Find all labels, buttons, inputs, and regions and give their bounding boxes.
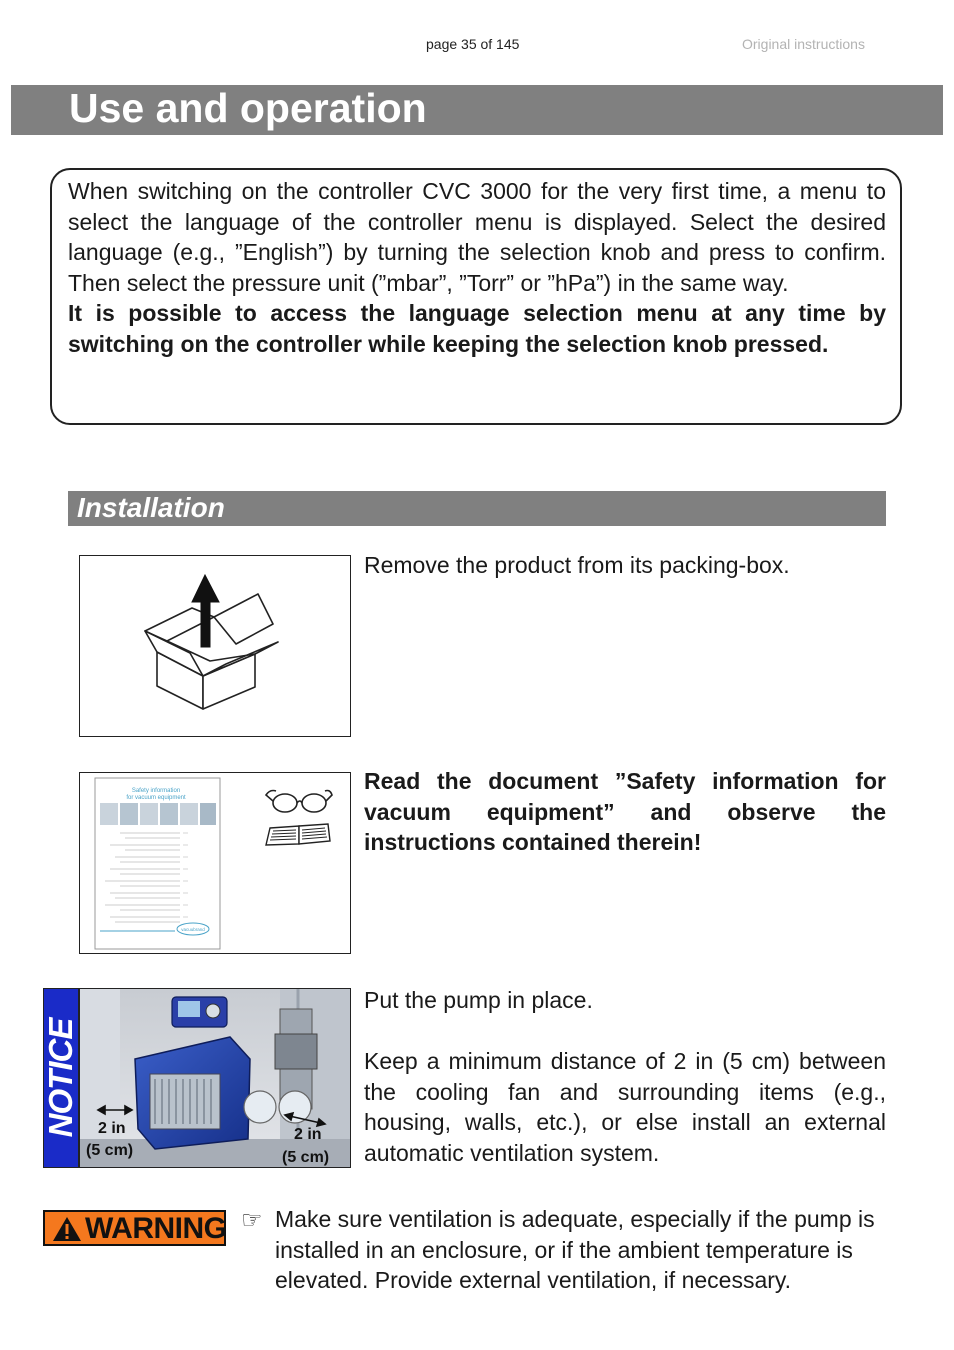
ventilation-warning-text: Make sure ventilation is adequate, especially if the pump is installed in an enclosure, or if the ambient temperature is elevated. Provide external ventilation, if necessary. <box>275 1206 875 1294</box>
doc-brand: vacuubrand <box>181 927 205 932</box>
safety-document-figure <box>79 772 351 954</box>
unpack-instruction: Remove the product from its packing-box. <box>364 552 790 578</box>
warning-label <box>43 1210 226 1246</box>
right-clearance-label-1: 2 in <box>294 1126 322 1143</box>
intro-paragraph: When switching on the controller CVC 3000 for the very first time, a menu to select the language of the controller menu is displayed. Select the desired language (e.g., ”English”) by turning the selection knob and press to confirm. Then select the pressure unit (”mbar”, ”Torr” or ”hPa”) in the same way. <box>68 178 886 296</box>
warning-triangle-icon <box>51 1215 83 1243</box>
document-type-label: Original instructions <box>742 36 865 52</box>
doc-cover-title-2: for vacuum equipment <box>126 795 186 801</box>
open-book-icon <box>266 824 330 845</box>
page-number: page 35 of 145 <box>426 36 520 52</box>
pump-placement-figure <box>79 988 351 1168</box>
notice-label <box>43 988 79 1168</box>
pointing-hand-icon: ☞ <box>241 1207 263 1234</box>
box-with-arrow-illustration <box>80 556 350 736</box>
unpack-figure <box>79 555 351 737</box>
chapter-title: Use and operation <box>69 85 427 131</box>
doc-cover-title-1: Safety information <box>131 788 181 794</box>
intro-text <box>68 176 886 360</box>
glasses-icon <box>266 791 332 813</box>
chapter-title-bar <box>11 85 943 135</box>
pump-photo-illustration <box>80 989 350 1167</box>
section-title: Installation <box>77 492 225 523</box>
read-document-instruction: Read the document ”Safety information for vacuum equipment” and observe the instructions contained therein! <box>364 768 886 856</box>
notice-label-text: NOTICE <box>42 1018 79 1138</box>
safety-document-illustration <box>80 773 350 953</box>
spacer <box>364 1016 886 1047</box>
minimum-distance-instruction: Keep a minimum distance of 2 in (5 cm) between the cooling fan and surrounding items (e.g., housing, walls, etc.), or else install an external automatic ventilation system. <box>364 1048 886 1166</box>
intro-info-box <box>50 168 902 425</box>
warning-label-text: WARNING <box>85 1212 227 1245</box>
right-clearance-label-2: (5 cm) <box>282 1149 330 1166</box>
left-clearance-label-2: (5 cm) <box>86 1142 134 1159</box>
place-pump-instruction: Put the pump in place. <box>364 987 593 1013</box>
section-header-bar <box>68 491 886 526</box>
left-clearance-label-1: 2 in <box>98 1120 126 1137</box>
intro-bold-paragraph: It is possible to access the language selection menu at any time by switching on the controller while keeping the selection knob pressed. <box>68 300 886 357</box>
pump-placement-text <box>364 985 886 1169</box>
